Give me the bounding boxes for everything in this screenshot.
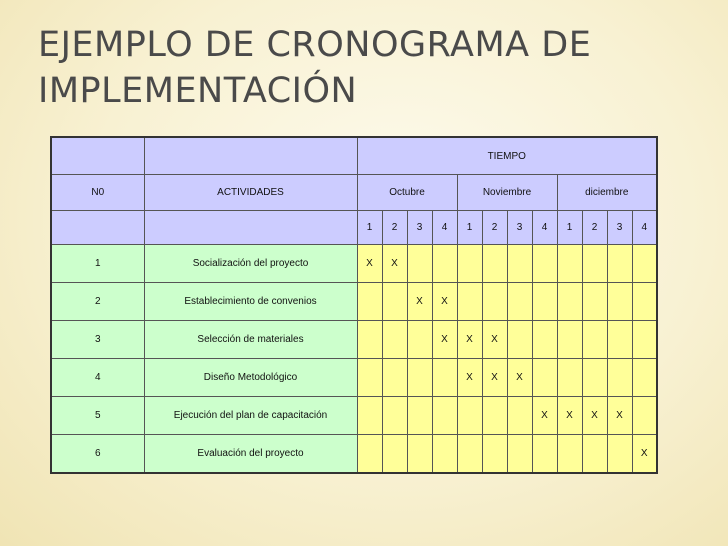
- schedule-cell: X: [607, 397, 632, 435]
- schedule-cell: [482, 435, 507, 474]
- schedule-cell: X: [557, 397, 582, 435]
- schedule-cell: [357, 435, 382, 474]
- row-number: 5: [51, 397, 144, 435]
- schedule-cell: X: [507, 359, 532, 397]
- schedule-cell: X: [482, 359, 507, 397]
- header-week: 1: [457, 211, 482, 245]
- table-row: [51, 283, 657, 321]
- schedule-cell: [382, 283, 407, 321]
- schedule-cell: [432, 359, 457, 397]
- schedule-cell: [632, 283, 657, 321]
- schedule-cell: [582, 359, 607, 397]
- schedule-cell: X: [432, 321, 457, 359]
- schedule-table: [50, 136, 658, 474]
- header-blank-no: [51, 137, 144, 175]
- schedule-cell: [507, 321, 532, 359]
- schedule-cell: X: [407, 283, 432, 321]
- header-blank-activities-2: [144, 211, 357, 245]
- header-week: 3: [407, 211, 432, 245]
- activity-name: Establecimiento de convenios: [144, 283, 357, 321]
- schedule-cell: [382, 435, 407, 474]
- activity-name: Evaluación del proyecto: [144, 435, 357, 474]
- schedule-cell: [557, 245, 582, 283]
- schedule-cell: [632, 321, 657, 359]
- schedule-cell: [382, 359, 407, 397]
- schedule-cell: [632, 359, 657, 397]
- header-week: 2: [382, 211, 407, 245]
- schedule-cell: [532, 435, 557, 474]
- header-activities: ACTIVIDADES: [144, 175, 357, 211]
- header-time: TIEMPO: [357, 137, 657, 175]
- schedule-cell: [457, 245, 482, 283]
- header-month: Noviembre: [457, 175, 557, 211]
- schedule-cell: [482, 397, 507, 435]
- schedule-cell: [432, 245, 457, 283]
- header-week: 2: [482, 211, 507, 245]
- slide-title: [38, 22, 718, 114]
- row-number: 3: [51, 321, 144, 359]
- schedule-cell: [532, 359, 557, 397]
- schedule-cell: X: [482, 321, 507, 359]
- schedule-cell: X: [457, 359, 482, 397]
- schedule-cell: [632, 245, 657, 283]
- schedule-cell: [557, 283, 582, 321]
- schedule-cell: X: [382, 245, 407, 283]
- schedule-cell: [607, 359, 632, 397]
- schedule-cell: [357, 359, 382, 397]
- activity-name: Socialización del proyecto: [144, 245, 357, 283]
- schedule-cell: [532, 283, 557, 321]
- schedule-cell: [607, 283, 632, 321]
- schedule-cell: [432, 397, 457, 435]
- schedule-cell: [607, 321, 632, 359]
- row-number: 1: [51, 245, 144, 283]
- schedule-cell: [482, 245, 507, 283]
- header-week: 1: [557, 211, 582, 245]
- table-row: [51, 245, 657, 283]
- schedule-cell: [407, 321, 432, 359]
- schedule-cell: [457, 435, 482, 474]
- schedule-cell: [582, 245, 607, 283]
- schedule-cell: X: [457, 321, 482, 359]
- schedule-cell: [557, 321, 582, 359]
- header-week: 4: [432, 211, 457, 245]
- header-week: 3: [507, 211, 532, 245]
- schedule-cell: X: [532, 397, 557, 435]
- schedule-cell: [407, 435, 432, 474]
- table-row: [51, 435, 657, 474]
- header-week: 3: [607, 211, 632, 245]
- table-row: [51, 359, 657, 397]
- schedule-cell: [507, 397, 532, 435]
- schedule-cell: [457, 397, 482, 435]
- schedule-cell: [582, 435, 607, 474]
- row-number: 2: [51, 283, 144, 321]
- header-blank-activities: [144, 137, 357, 175]
- schedule-cell: [507, 283, 532, 321]
- row-number: 4: [51, 359, 144, 397]
- schedule-cell: X: [632, 435, 657, 474]
- header-week: 2: [582, 211, 607, 245]
- schedule-cell: X: [432, 283, 457, 321]
- schedule-cell: [557, 435, 582, 474]
- activity-name: Selección de materiales: [144, 321, 357, 359]
- schedule-cell: [357, 397, 382, 435]
- schedule-cell: [532, 245, 557, 283]
- schedule-cell: [432, 435, 457, 474]
- header-month: diciembre: [557, 175, 657, 211]
- header-blank-no-2: [51, 211, 144, 245]
- schedule-cell: [382, 321, 407, 359]
- table-row: [51, 397, 657, 435]
- schedule-cell: [607, 245, 632, 283]
- schedule-cell: [357, 283, 382, 321]
- schedule-cell: [507, 245, 532, 283]
- schedule-cell: [382, 397, 407, 435]
- schedule-cell: [532, 321, 557, 359]
- schedule-cell: X: [357, 245, 382, 283]
- schedule-cell: [632, 397, 657, 435]
- schedule-cell: [557, 359, 582, 397]
- schedule-cell: [357, 321, 382, 359]
- schedule-cell: [407, 245, 432, 283]
- schedule-cell: [607, 435, 632, 474]
- table-row: [51, 321, 657, 359]
- header-week: 1: [357, 211, 382, 245]
- activity-name: Ejecución del plan de capacitación: [144, 397, 357, 435]
- header-no: N0: [51, 175, 144, 211]
- schedule-cell: [407, 359, 432, 397]
- header-week: 4: [632, 211, 657, 245]
- schedule-cell: [582, 283, 607, 321]
- header-month: Octubre: [357, 175, 457, 211]
- slide-title-line-1: EJEMPLO DE CRONOGRAMA DE: [38, 25, 592, 65]
- header-week: 4: [532, 211, 557, 245]
- schedule-cell: [582, 321, 607, 359]
- slide-title-line-2: IMPLEMENTACIÓN: [38, 71, 358, 111]
- schedule-cell: [482, 283, 507, 321]
- schedule-cell: [457, 283, 482, 321]
- activity-name: Diseño Metodológico: [144, 359, 357, 397]
- schedule-cell: [507, 435, 532, 474]
- schedule-cell: [407, 397, 432, 435]
- row-number: 6: [51, 435, 144, 474]
- schedule-cell: X: [582, 397, 607, 435]
